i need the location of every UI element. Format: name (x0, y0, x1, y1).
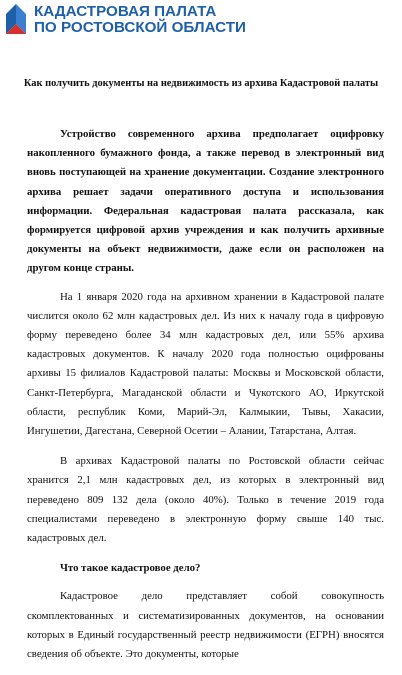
page-header (0, 0, 402, 46)
article-paragraph-2: В архивах Кадастровой палаты по Ростовской области сейчас хранится 2,1 млн кадастровых дел, из которых в электронный вид переведено 809 132 дела (около 40%). Только в течение 2019 года специалистами переведено в электронную форму свыше 140 тыс. кадастровых дел. (27, 455, 384, 545)
article-lead: Устройство современного архива предполагает оцифровку накопленного бумажного фонда, а также перевод в электронный вид вновь поступающей на хранение документации. Создание электронного архива решает задачи оперативного доступа и использования информации. Федеральная кадастровая палата рассказала, как формируется цифровой архив учреждения и как получить архивные документы на объект недвижимости, даже если он расположен на другом конце страны. (27, 128, 384, 275)
organization-name-line2: ПО РОСТОВСКОЙ ОБЛАСТИ (34, 19, 246, 36)
organization-name-line1: КАДАСТРОВАЯ ПАЛАТА (34, 3, 217, 20)
article-body (27, 125, 384, 675)
organization-name (34, 4, 246, 36)
article-title: Как получить документы на недвижимость из архива Кадастровой палаты (23, 78, 379, 89)
article-paragraph-3: Кадастровое дело представляет собой совокупность скомплектованных и систематизированных документов, на основании которых в Единый государственный реестр недвижимости (ЕГРН) вносятся сведения об объекте. Это документы, которые (27, 590, 384, 661)
article-subheading: Что такое кадастровое дело? (60, 562, 201, 575)
cadastral-logo-icon (6, 4, 26, 34)
article-paragraph-1: На 1 января 2020 года на архивном хранении в Кадастровой палате числится около 62 млн кадастровых дел. Из них к началу года в цифровую форму переведено более 34 млн кадастровых дел, или 55% архива кадастровых документов. К началу 2020 года полностью оцифрованы архивы 15 филиалов Кадастровой палаты: Москвы и Московской области, Санкт-Петербурга, Магаданской области и Чукотского АО, Иркутской области, республик Коми, Марий-Эл, Калмыкии, Тывы, Хакасии, Ингушетии, Дагестана, Северной Осетии – Алании, Татарстана, Алтая. (27, 290, 384, 438)
